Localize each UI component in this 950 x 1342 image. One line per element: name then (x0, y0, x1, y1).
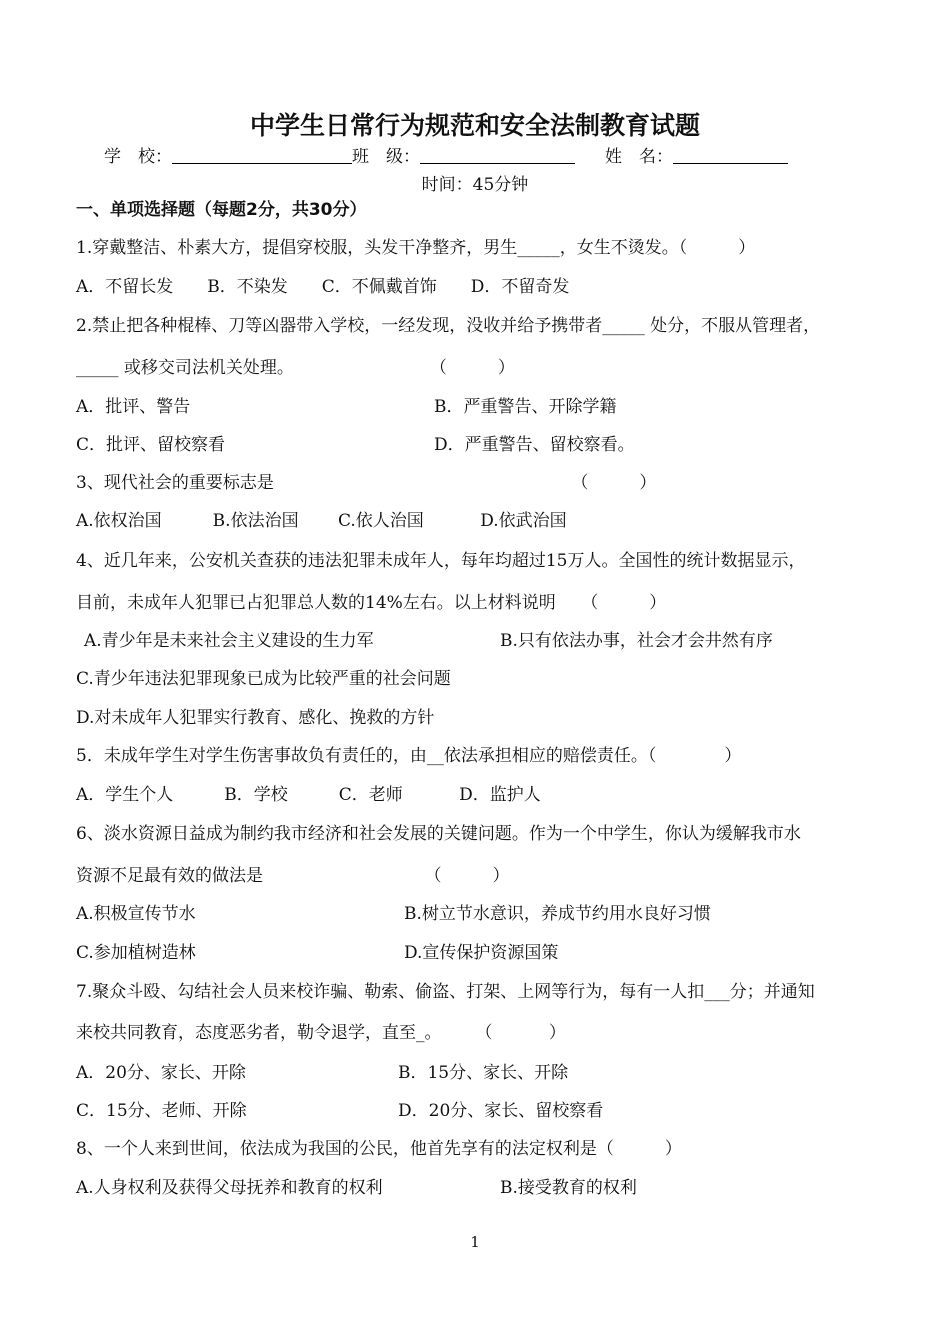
question-5-options: A．学生个人 B．学校 C．老师 D．监护人 (76, 785, 541, 805)
question-4-cont: 目前，未成年人犯罪已占犯罪总人数的14%左右。以上材料说明 （ ） (76, 593, 667, 613)
question-1: 1.穿戴整洁、朴素大方，提倡穿校服，头发干净整齐，男生_____，女生不烫发。（ ） (76, 238, 756, 258)
question-3: 3、现代社会的重要标志是 （ ） (76, 473, 657, 493)
class-label: 班 级： (352, 147, 420, 167)
question-3-options: A.依权治国 B.依法治国 C.依人治国 D.依武治国 (76, 511, 567, 531)
option-6c: C.参加植树造林 (76, 943, 196, 963)
section-heading: 一、单项选择题（每题2分，共30分） (76, 200, 367, 220)
option-7c: C．15分、老师、开除 (76, 1101, 247, 1121)
option-7d: D．20分、家长、留校察看 (398, 1101, 604, 1121)
option-6d: D.宣传保护资源国策 (404, 943, 559, 963)
question-7: 7.聚众斗殴、勾结社会人员来校诈骗、勒索、偷盗、打架、上网等行为，每有一人扣___分；并通知 (76, 982, 815, 1002)
school-label: 学 校： (104, 147, 172, 167)
exam-title: 中学生日常行为规范和安全法制教育试题 (249, 111, 700, 140)
option-4d: D.对未成年人犯罪实行教育、感化、挽救的方针 (76, 708, 435, 728)
exam-time: 时间：45分钟 (421, 175, 529, 195)
option-8a: A.人身权利及获得父母抚养和教育的权利 (76, 1178, 383, 1198)
option-2a: A．批评、警告 (76, 397, 191, 417)
option-7a: A．20分、家长、开除 (76, 1063, 246, 1083)
option-6a: A.积极宣传节水 (76, 904, 196, 924)
question-1-options: A．不留长发 B．不染发 C．不佩戴首饰 D．不留奇发 (76, 277, 570, 297)
option-4c: C.青少年违法犯罪现象已成为比较严重的社会问题 (76, 669, 451, 689)
name-label: 姓 名： (605, 147, 673, 167)
option-2b: B．严重警告、开除学籍 (434, 397, 617, 417)
option-6b: B.树立节水意识，养成节约用水良好习惯 (404, 904, 711, 924)
option-8b: B.接受教育的权利 (500, 1178, 637, 1198)
question-8: 8、一个人来到世间，依法成为我国的公民，他首先享有的法定权利是（ ） (76, 1139, 682, 1159)
question-6-cont: 资源不足最有效的做法是 （ ） (76, 866, 510, 886)
option-2d: D．严重警告、留校察看。 (434, 435, 635, 455)
question-7-cont: 来校共同教育，态度恶劣者，勒令退学，直至_。 （ ） (76, 1023, 566, 1043)
school-blank[interactable] (172, 147, 352, 164)
question-2-cont: _____ 或移交司法机关处理。 （ ） (76, 358, 515, 378)
student-info-row (104, 142, 788, 167)
option-4b: B.只有依法办事，社会才会井然有序 (500, 631, 773, 651)
name-blank[interactable] (673, 147, 788, 164)
option-2c: C．批评、留校察看 (76, 435, 226, 455)
question-4: 4、近几年来，公安机关查获的违法犯罪未成年人，每年均超过15万人。全国性的统计数据显示， (76, 551, 806, 571)
page-number: 1 (470, 1233, 480, 1251)
question-2: 2.禁止把各种棍棒、刀等凶器带入学校，一经发现，没收并给予携带者_____ 处分，不服从管理者， (76, 316, 821, 336)
question-6: 6、淡水资源日益成为制约我市经济和社会发展的关键问题。作为一个中学生，你认为缓解我市水 (76, 824, 801, 844)
option-7b: B．15分、家长、开除 (398, 1063, 569, 1083)
question-5: 5．未成年学生对学生伤害事故负有责任的，由__依法承担相应的赔偿责任。（ ） (76, 746, 742, 766)
option-4a: A.青少年是未来社会主义建设的生力军 (84, 631, 374, 651)
class-blank[interactable] (420, 147, 575, 164)
